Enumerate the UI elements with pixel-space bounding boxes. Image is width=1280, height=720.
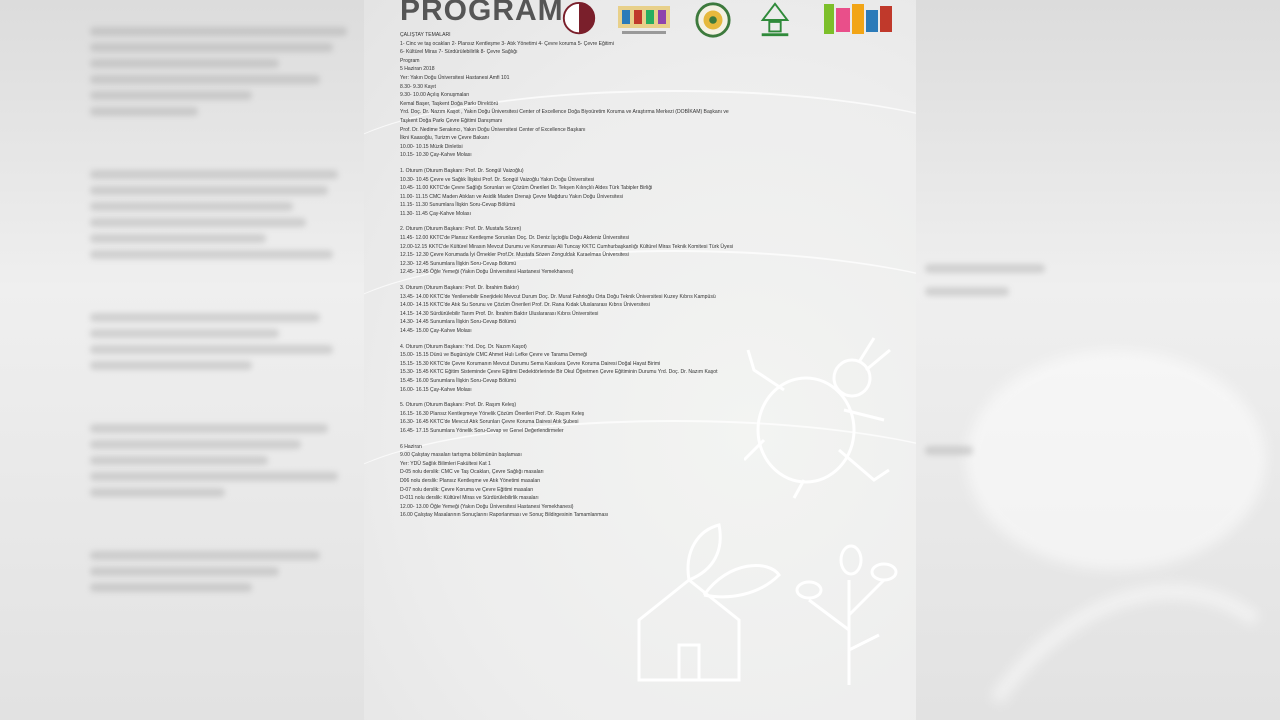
program-line: 16.30- 16.45 KKTC'de Mevcut Atık Sorunları Çevre Koruma Dairesi Atık Şubesi <box>400 419 579 426</box>
program-line: 12.00- 13.00 Öğle Yemeği (Yakın Doğu Üniversitesi Hastanesi Yemekhanesi) <box>400 503 574 510</box>
program-line: 8.30- 9.30 Kayıt <box>400 83 436 90</box>
program-line: D-05 nolu derslik: CMC ve Taş Ocakları, Çevre Sağlığı masaları <box>400 469 544 476</box>
program-line: ÇALIŞTAY TEMALARI <box>400 32 451 38</box>
background-left-blur <box>0 0 364 720</box>
program-line: 14.15- 14.30 Sürdürülebilir Tarım Prof. Dr. İbrahim Baktır Uluslararası Kıbrıs Üniversitesi <box>400 310 599 317</box>
program-line: 16.00 Çalıştay Masalarının Sonuçlarını Raporlanması ve Sonuç Bildirgesinin Tamamlanması <box>400 512 609 519</box>
program-poster <box>364 0 916 720</box>
blurred-text-right <box>925 250 1045 469</box>
blurred-text-left <box>90 20 360 599</box>
program-line: 1- Cinc ve taş ocakları 2- Plansız Kentleşme 3- Atık Yönetimi 4- Çevre koruma 5- Çevre Eğitimi <box>400 40 614 47</box>
house-and-tree-illustration-icon <box>629 520 899 690</box>
program-line: Yer: Yakın Doğu Üniversitesi Hastanesi Amfi 101 <box>400 74 510 81</box>
program-line: Yrd. Doç. Dr. Nazım Kaşot , Yakın Doğu Üniversitesi Center of Excellence Doğa Biyoüretim Koruma ve Araştırma Merkezi (DOBİKAM) Başkanı ve <box>400 109 729 116</box>
program-line: Kemal Başer, Taşkent Doğa Parkı Direktörü <box>400 100 499 107</box>
program-line: 16.45- 17.15 Sunumlara Yönelik Soru-Cevap ve Genel Değerlendirmeler <box>400 427 564 434</box>
program-line: 10.30- 10.45 Çevre ve Sağlık İlişkisi Prof. Dr. Songül Vaizoğlu Yakın Doğu Üniversitesi <box>400 176 595 183</box>
program-line: 6- Kültürel Miras 7- Sürdürülebilirlik 8- Çevre Sağlığı <box>400 49 518 56</box>
program-line: 10.45- 11.00 KKTC'de Çevre Sağlığı Sorunları ve Çözüm Önerileri Dr. Tekşen Kılınçlılı Aldes Türk Tabipler Birliği <box>400 185 653 192</box>
program-line: Yer: YDÜ Sağlık Bilimleri Fakültesi Kat 1 <box>400 460 491 467</box>
program-line: 12.15- 12.30 Çevre Korumada İyi Örnekler Prof.Dr. Mustafa Sözen Zonguldak Karaelmas Üniversitesi <box>400 252 629 259</box>
program-line: 11.45- 12.00 KKTC'de Plansız Kentleşme Sorunları Doç. Dr. Deniz İşçioğlu Doğu Akdeniz Üniversitesi <box>400 235 630 242</box>
program-line: 12.30- 12.45 Sunumlara İlişkin Soru-Cevap Bölümü <box>400 260 517 267</box>
program-line: 9.00 Çalıştay masaları tartışma bölümünün başlaması <box>400 452 522 459</box>
program-line: 10.15- 10.30 Çay-Kahve Molası <box>400 152 472 159</box>
program-line: D06 nolu derslik: Plansız Kentleşme ve Atık Yönetimi masaları <box>400 477 541 484</box>
program-line: 11.15- 11.30 Sunumlara İlişkin Soru-Cevap Bölümü <box>400 202 516 209</box>
program-line: 16.15- 16.30 Plansız Kentleşmeye Yönelik Çözüm Önerileri Prof. Dr. Raşım Keleş <box>400 410 585 417</box>
session-heading: 3. Oturum (Oturum Başkanı: Prof. Dr. İbrahim Baktır) <box>400 285 519 292</box>
program-line: D-011 nolu derslik: Kültürel Miras ve Sürdürülebilirlik masaları <box>400 495 539 502</box>
program-line: 9.30- 10.00 Açılış Konuşmaları <box>400 92 470 99</box>
program-line: 15.15- 15.30 KKTC'de Çevre Korumanın Mevcut Durumu Sema Kasıkara Çevre Koruma Dairesi Doğal Hayat Birimi <box>400 360 661 367</box>
poster-title: PROGRAM <box>400 0 564 27</box>
program-line: 15.00- 15.15 Dünü ve Bugünüyle CMC Ahmet Hulı Lefke Çevre ve Tarama Derneği <box>400 352 588 359</box>
bug-illustration-icon <box>744 330 894 500</box>
program-line: 14.00- 14.15 KKTC'de Atık Su Sorunu ve Çözüm Önerileri Prof. Dr. Rana Kıdak Uluslararası Kıbrıs Üniversitesi <box>400 302 650 309</box>
program-line: 10.00- 10.15 Müzik Dinletisi <box>400 143 463 150</box>
program-line: 14.30- 14.45 Sunumlara İlişkin Soru-Cevap Bölümü <box>400 319 517 326</box>
program-line: 14.45- 15.00 Çay-Kahve Molası <box>400 328 472 334</box>
program-line: 15.45- 16.00 Sunumlara İlişkin Soru-Cevap Bölümü <box>400 377 517 384</box>
program-line: 11.30- 11.45 Çay-Kahve Molası <box>400 210 471 217</box>
program-line: 12.45- 13.45 Öğle Yemeği (Yakın Doğu Üniversitesi Hastanesi Yemekhanesi) <box>400 269 574 276</box>
day-heading: 6 Haziran <box>400 443 422 450</box>
program-line: Prof. Dr. Nedime Serakıncı, Yakın Doğu Üniversitesi Center of Excellence Başkanı <box>400 126 586 133</box>
program-line: 5 Haziran 2018 <box>400 66 435 73</box>
program-line: Program <box>400 57 420 64</box>
program-line: Taşkent Doğa Parkı Çevre Eğitimi Danışmanı <box>400 117 503 124</box>
program-line: İlkni Kaasoğlu, Turizm ve Çevre Bakanı <box>400 135 489 142</box>
session-heading: 4. Oturum (Oturum Başkanı: Yrd. Doç. Dr. Nazım Kaşot) <box>400 343 527 350</box>
program-line: 16.00- 16.15 Çay-Kahve Molası <box>400 386 472 393</box>
program-line: D-07 nolu derslik: Çevre Koruma ve Çevre Eğitimi masaları <box>400 486 534 493</box>
program-line: 11.00- 11.15 CMC Maden Atıkları ve Asidik Maden Drenajı Çevre Mağduru Yakın Doğu Üniversitesi <box>400 193 624 200</box>
session-heading: 2. Oturum (Oturum Başkanı: Prof. Dr. Mustafa Sözen) <box>400 226 522 233</box>
session-heading: 5. Oturum (Oturum Başkanı: Prof. Dr. Raşım Keleş) <box>400 402 517 409</box>
program-line: 15.30- 15.45 KKTC Eğitim Sisteminde Çevre Eğitimi Dedektörlerinde Bir Okul Öğretmen Çevre Eğitiminin Durumu Yrd. Doç. Dr. Nazım Kaşot <box>400 369 718 376</box>
program-line: 13.45- 14.00 KKTC'de Yenilenebilir Enerjideki Mevcut Durum Doç. Dr. Murat Fahrioğlu Orta Doğu Teknik Üniversitesi Kuzey Kıbrıs Kampüsü <box>400 293 716 300</box>
session-heading: 1. Oturum (Oturum Başkanı: Prof. Dr. Songül Vaizoğlu) <box>400 167 524 174</box>
program-line: 12.00-12.15 KKTC'de Kültürel Mirasın Mevcut Durumu ve Korunması Ali Tuncay KKTC Cumhurbaşkanlığı Kültürel Miras Teknik Komitesi Türk Üyesi <box>400 243 734 250</box>
